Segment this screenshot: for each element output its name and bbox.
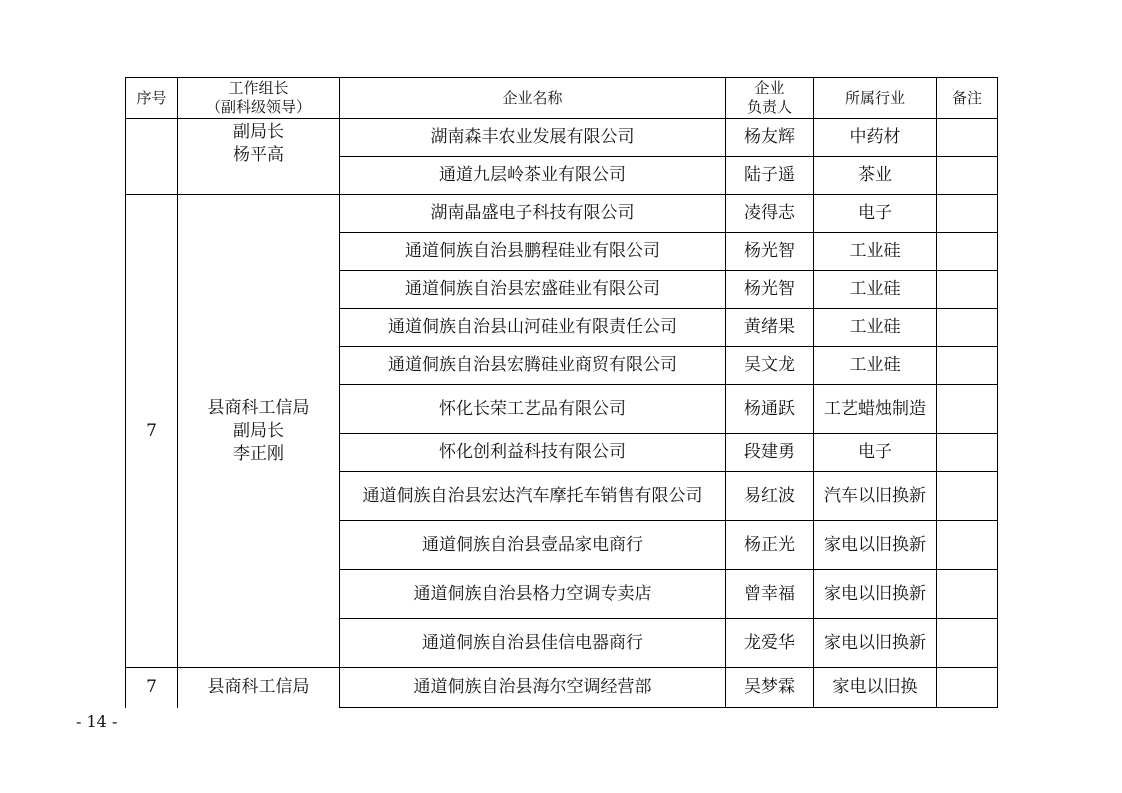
remark-cell — [937, 619, 998, 668]
company-cell: 通道侗族自治县宏盛硅业有限公司 — [340, 271, 726, 309]
company-cell: 通道侗族自治县鹏程硅业有限公司 — [340, 233, 726, 271]
table-row — [126, 195, 998, 233]
person-cell: 黄绪果 — [726, 309, 814, 347]
person-cell: 吴梦霖 — [726, 668, 814, 708]
remark-cell — [937, 434, 998, 472]
index-cell: 7 — [126, 668, 178, 708]
person-cell: 凌得志 — [726, 195, 814, 233]
header-company: 企业名称 — [340, 78, 726, 119]
person-cell: 段建勇 — [726, 434, 814, 472]
industry-cell: 工业硅 — [814, 233, 937, 271]
header-index: 序号 — [126, 78, 178, 119]
person-cell: 易红波 — [726, 472, 814, 521]
remark-cell — [937, 472, 998, 521]
company-cell: 怀化长荣工艺品有限公司 — [340, 385, 726, 434]
remark-cell — [937, 309, 998, 347]
remark-cell — [937, 233, 998, 271]
company-cell: 通道九层岭茶业有限公司 — [340, 157, 726, 195]
industry-cell: 工业硅 — [814, 309, 937, 347]
header-industry: 所属行业 — [814, 78, 937, 119]
industry-cell: 工业硅 — [814, 347, 937, 385]
person-cell: 曾幸福 — [726, 570, 814, 619]
remark-cell — [937, 119, 998, 157]
header-person-line1: 企业 — [754, 79, 785, 97]
industry-cell: 家电以旧换新 — [814, 570, 937, 619]
person-cell: 杨光智 — [726, 233, 814, 271]
header-leader-line2: （副科级领导） — [205, 98, 311, 116]
leader-line: 李正刚 — [233, 443, 284, 464]
remark-cell — [937, 668, 998, 708]
enterprise-table — [125, 77, 998, 708]
industry-cell: 电子 — [814, 434, 937, 472]
person-cell: 杨通跃 — [726, 385, 814, 434]
person-cell: 杨正光 — [726, 521, 814, 570]
company-cell: 通道侗族自治县佳信电器商行 — [340, 619, 726, 668]
company-cell: 通道侗族自治县宏腾硅业商贸有限公司 — [340, 347, 726, 385]
header-remark: 备注 — [937, 78, 998, 119]
header-row — [126, 78, 998, 119]
leader-line: 杨平高 — [233, 145, 284, 165]
person-cell: 吴文龙 — [726, 347, 814, 385]
industry-cell: 家电以旧换新 — [814, 619, 937, 668]
person-cell: 陆子遥 — [726, 157, 814, 195]
industry-cell: 电子 — [814, 195, 937, 233]
leader-line: 副局长 — [233, 420, 284, 441]
company-cell: 通道侗族自治县山河硅业有限责任公司 — [340, 309, 726, 347]
page-number: - 14 - — [76, 712, 118, 731]
person-cell: 杨友辉 — [726, 119, 814, 157]
leader-cell — [178, 195, 340, 668]
company-cell: 湖南晶盛电子科技有限公司 — [340, 195, 726, 233]
leader-cell — [178, 119, 340, 195]
leader-cell: 县商科工信局 — [178, 668, 340, 708]
company-cell: 通道侗族自治县壹品家电商行 — [340, 521, 726, 570]
industry-cell: 家电以旧换新 — [814, 521, 937, 570]
header-person-line2: 负责人 — [746, 98, 792, 116]
industry-cell: 中药材 — [814, 119, 937, 157]
table-row — [126, 668, 998, 708]
industry-cell: 汽车以旧换新 — [814, 472, 937, 521]
company-cell: 通道侗族自治县宏达汽车摩托车销售有限公司 — [340, 472, 726, 521]
table-row — [126, 119, 998, 157]
industry-cell: 工艺蜡烛制造 — [814, 385, 937, 434]
leader-line: 副局长 — [233, 122, 284, 142]
industry-cell: 工业硅 — [814, 271, 937, 309]
index-cell: 7 — [126, 195, 178, 668]
remark-cell — [937, 347, 998, 385]
company-cell: 通道侗族自治县格力空调专卖店 — [340, 570, 726, 619]
company-cell: 怀化创利益科技有限公司 — [340, 434, 726, 472]
industry-cell: 茶业 — [814, 157, 937, 195]
remark-cell — [937, 271, 998, 309]
person-cell: 龙爱华 — [726, 619, 814, 668]
remark-cell — [937, 157, 998, 195]
person-cell: 杨光智 — [726, 271, 814, 309]
header-leader — [178, 78, 340, 119]
remark-cell — [937, 195, 998, 233]
header-leader-line1: 工作组长 — [228, 79, 289, 97]
industry-cell: 家电以旧换 — [814, 668, 937, 708]
remark-cell — [937, 570, 998, 619]
company-cell: 湖南森丰农业发展有限公司 — [340, 119, 726, 157]
company-cell: 通道侗族自治县海尔空调经营部 — [340, 668, 726, 708]
remark-cell — [937, 521, 998, 570]
remark-cell — [937, 385, 998, 434]
index-cell-empty — [126, 119, 178, 195]
header-person — [726, 78, 814, 119]
leader-line: 县商科工信局 — [207, 397, 310, 418]
